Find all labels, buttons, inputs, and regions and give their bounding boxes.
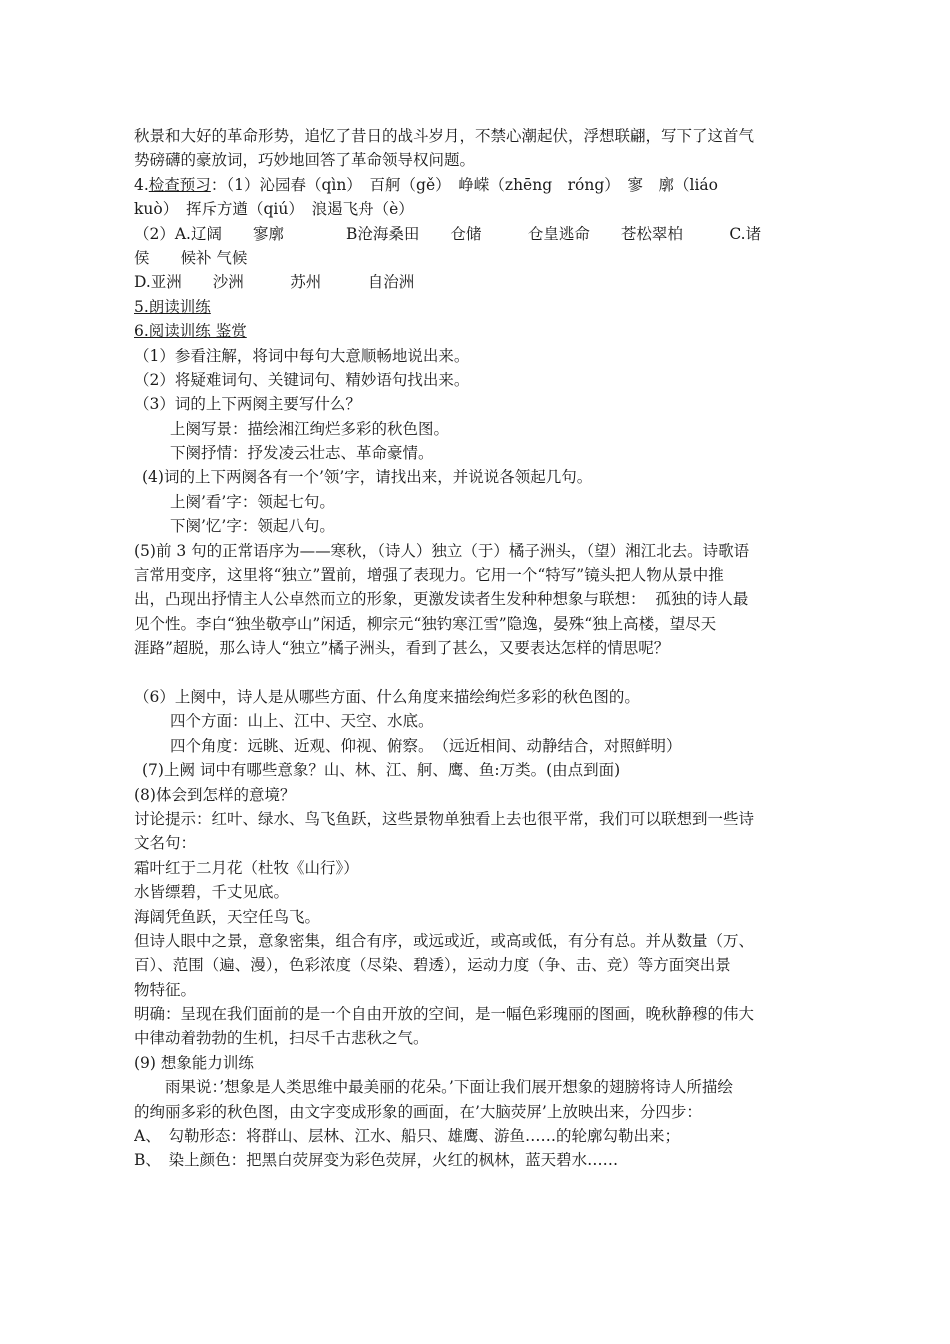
- text-line: 文名句：: [134, 834, 197, 853]
- text-line: 但诗人眼中之景，意象密集，组合有序，或远或近，或高或低，有分有总。并从数量（万、: [134, 931, 755, 950]
- section-5-line: [134, 295, 816, 319]
- section-number: 4.: [134, 175, 149, 194]
- text-line: （6）上阕中，诗人是从哪些方面、什么角度来描绘绚烂多彩的秋色图的。: [134, 687, 640, 706]
- text-line: （1）参看注解，将词中每句大意顺畅地说出来。: [134, 346, 470, 365]
- text-line: 上阕’看’字：领起七句。: [170, 492, 335, 511]
- text-line: 下阕’忆’字：领起八句。: [170, 517, 335, 536]
- text-line: 海阔凭鱼跃，天空任鸟飞。: [134, 907, 321, 926]
- text-line: 的绚丽多彩的秋色图，由文字变成形象的画面，在’大脑荧屏’上放映出来，分四步：: [134, 1102, 702, 1121]
- text-line: 物特征。: [134, 980, 197, 999]
- text-line: 见个性。李白“独坐敬亭山”闲适，柳宗元“独钓寒江雪”隐逸，晏殊“独上高楼，望尽天: [134, 614, 717, 633]
- text-line: （2）A.辽阔 寥廓 B沧海桑田 仓储 仓皇逃命 苍松翠柏 C.诸: [134, 224, 762, 243]
- text-line: 出，凸现出抒情主人公卓然而立的形象，更激发读者生发种种想象与联想： 孤独的诗人最: [134, 590, 749, 609]
- section-heading-reading-appreciation: 6.阅读训练 鉴赏: [134, 322, 247, 341]
- text-line: 百）、范围（遍、漫），色彩浓度（尽染、碧透），运动力度（争、击、竞）等方面突出景: [134, 956, 731, 975]
- text-line: (7)上阙 词中有哪些意象？山、林、江、舸、鹰、鱼:万类。(由点到面): [142, 761, 621, 780]
- text-line: 势磅礴的豪放词，巧妙地回答了革命领导权问题。: [134, 151, 476, 170]
- text-line: A、 勾勒形态：将群山、层林、江水、船只、雄鹰、游鱼……的轮廓勾勒出来；: [134, 1127, 680, 1146]
- text-line: 上阕写景：描绘湘江绚烂多彩的秋色图。: [170, 419, 450, 438]
- text-line: 讨论提示：红叶、绿水、鸟飞鱼跃，这些景物单独看上去也很平常，我们可以联想到一些诗: [134, 809, 755, 828]
- text-line: （3）词的上下两阕主要写什么？: [134, 395, 361, 414]
- text-line: (4)词的上下两阕各有一个’领’字，请找出来，并说说各领起几句。: [142, 468, 593, 487]
- section-heading-preview-check: 检查预习: [148, 175, 211, 194]
- text-line: B、 染上颜色：把黑白荧屏变为彩色荧屏，火红的枫林，蓝天碧水……: [134, 1151, 619, 1170]
- text-line: 言常用变序，这里将“独立”置前，增强了表现力。它用一个“特写”镜头把人物从景中推: [134, 566, 724, 585]
- text-line: kuò） 挥斥方遒（qiú） 浪遏飞舟（è）: [134, 200, 414, 219]
- text-line: 四个角度：远眺、近观、仰视、俯察。 （远近相间、动静结合，对照鲜明）: [170, 736, 682, 755]
- section-6-line: [134, 319, 816, 343]
- heading-separator: ：: [210, 175, 227, 194]
- section-heading-reading-aloud: 5.朗读训练: [134, 297, 211, 316]
- text-line: （1）沁园春（qìn） 百舸（gě） 峥嵘（zhēng róng） 寥 廓（liáo: [226, 175, 719, 194]
- text-line: 秋景和大好的革命形势，追忆了昔日的战斗岁月，不禁心潮起伏，浮想联翩，写下了这首气: [134, 127, 755, 145]
- section-4-line: [134, 173, 816, 197]
- text-line: 侯 候补 气候: [134, 248, 248, 267]
- text-line: 雨果说：’想象是人类思维中最美丽的花朵。’下面让我们展开想象的翅膀将诗人所描绘: [134, 1078, 733, 1097]
- text-line: (5)前 3 句的正常语序为——寒秋，（诗人）独立（于）橘子洲头，（望）湘江北去。诗歌语: [134, 541, 750, 560]
- text-line: （2）将疑难词句、关键词句、精妙语句找出来。: [134, 370, 470, 389]
- text-line: D.亚洲 沙洲 苏州 自治洲: [134, 273, 415, 292]
- text-line: 中律动着勃勃的生机，扫尽千古悲秋之气。: [134, 1029, 429, 1048]
- text-line: 水皆缥碧，千丈见底。: [134, 883, 290, 902]
- text-line: 霜叶红于二月花（杜牧《山行》）: [134, 858, 359, 877]
- text-line: (8)体会到怎样的意境？: [134, 785, 296, 804]
- blank-line: [134, 661, 816, 685]
- text-line: 下阕抒情：抒发凌云壮志、革命豪情。: [170, 444, 434, 463]
- text-line: 四个方面：山上、江中、天空、水底。: [170, 712, 434, 731]
- text-line: 明确：呈现在我们面前的是一个自由开放的空间，是一幅色彩瑰丽的图画，晚秋静穆的伟大: [134, 1005, 755, 1024]
- text-line: 涯路”超脱，那么诗人“独立”橘子洲头，看到了甚么，又要表达怎样的情思呢？: [134, 639, 670, 658]
- text-line: (9) 想象能力训练: [134, 1053, 254, 1072]
